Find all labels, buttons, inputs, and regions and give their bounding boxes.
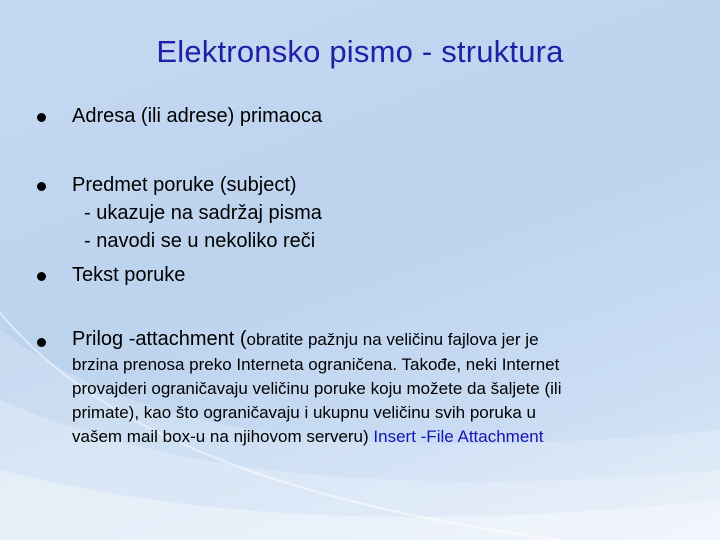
bullet-text-subject: Predmet poruke (subject): [72, 174, 297, 196]
subject-detail-1: - ukazuje na sadržaj pisma: [84, 202, 322, 224]
insert-file-attachment-text: Insert -File Attachment: [373, 427, 544, 446]
slide-title: Elektronsko pismo - struktura: [156, 34, 564, 69]
bullet-dot: [37, 338, 46, 347]
attachment-line-2: brzina prenosa preko Interneta ograničena. Takođe, neki Internet: [72, 355, 560, 374]
bullet-text-address: Adresa (ili adrese) primaoca: [72, 105, 323, 127]
attachment-note-end: vašem mail box-u na njihovom serveru): [72, 427, 369, 446]
bullet-dot: [37, 113, 46, 122]
attachment-line-1: [72, 328, 539, 351]
attachment-line-5: [72, 427, 543, 447]
attachment-line-4: primate), kao što ograničavaju i ukupnu veličinu svih poruka u: [72, 403, 536, 422]
bullet-text-body: Tekst poruke: [72, 264, 186, 286]
attachment-lead: Prilog -attachment (: [72, 328, 247, 350]
bullet-dot: [37, 182, 46, 191]
subject-detail-2: - navodi se u nekoliko reči: [84, 230, 316, 252]
bullet-dot: [37, 272, 46, 281]
attachment-line-3: provajderi ograničavaju veličinu poruke koju možete da šaljete (ili: [72, 379, 562, 398]
attachment-note-start: obratite pažnju na veličinu fajlova jer je: [246, 330, 539, 349]
